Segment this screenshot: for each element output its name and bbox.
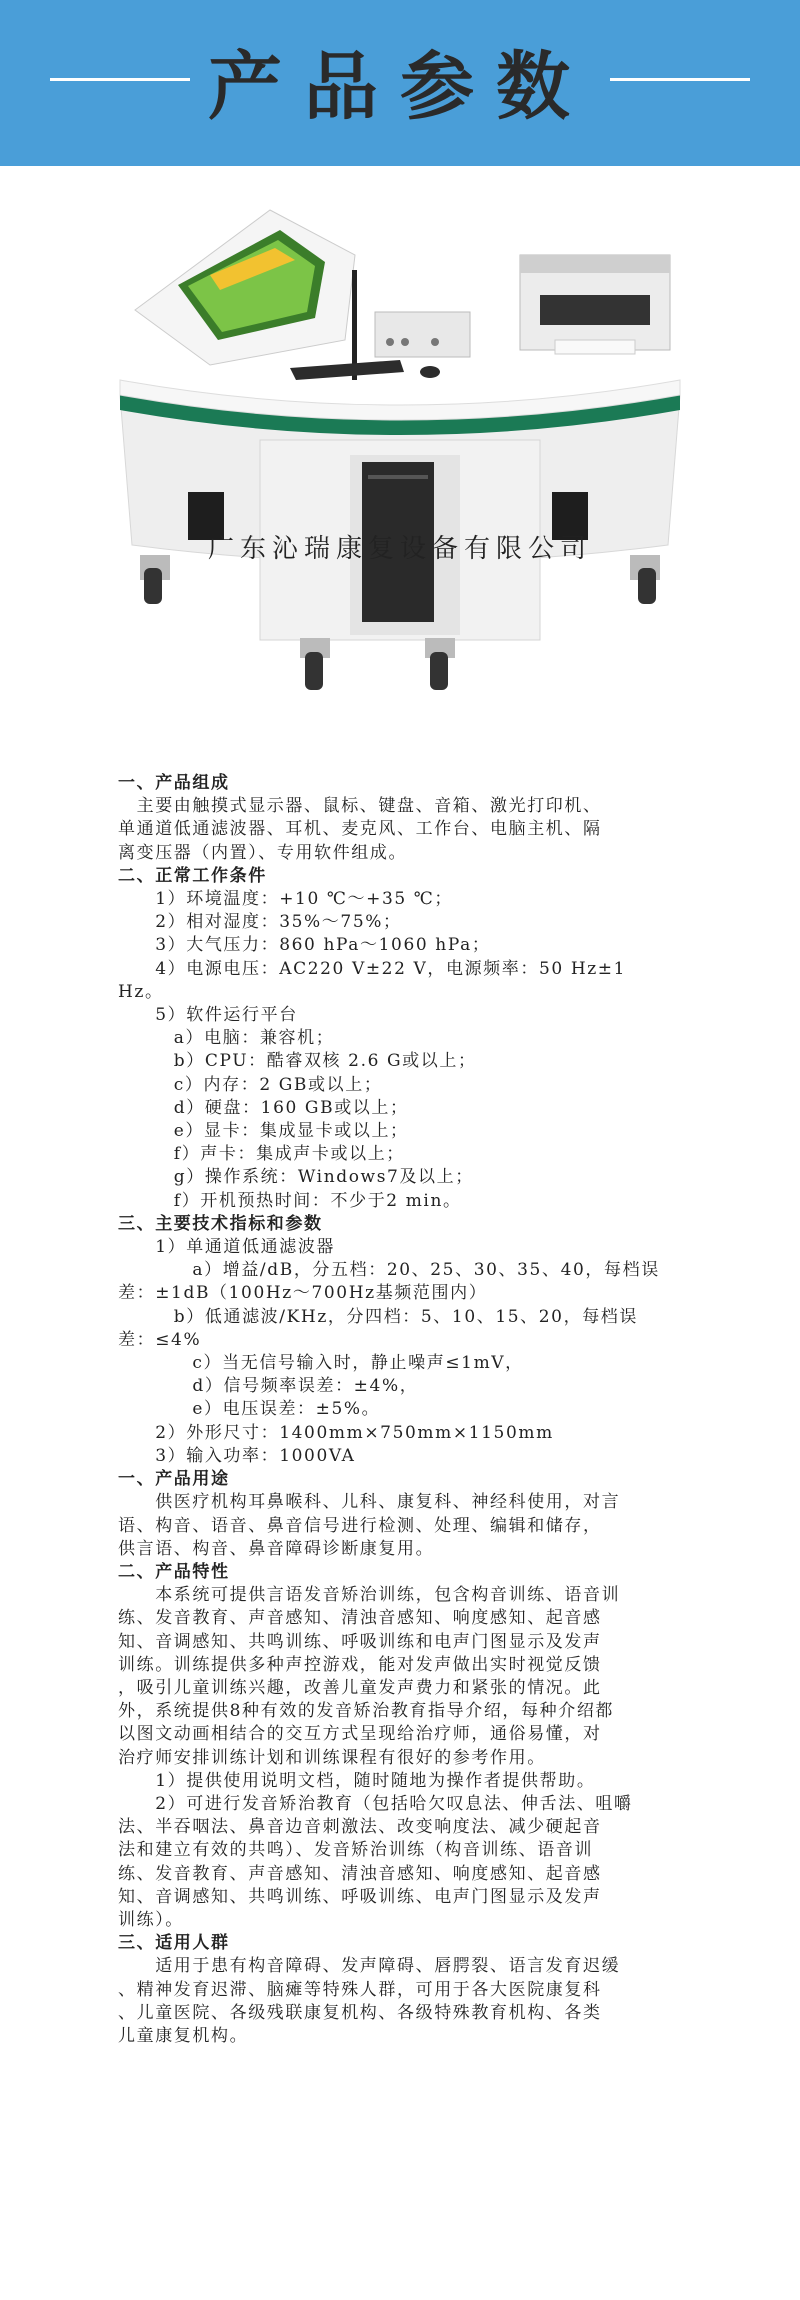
text-line: 1）提供使用说明文档，随时随地为操作者提供帮助。 [118, 1770, 596, 1791]
text-line: 训练）。 [118, 1909, 184, 1930]
text-line: 5）软件运行平台 [118, 1005, 298, 1026]
text-line: 2）可进行发音矫治教育（包括哈欠叹息法、伸舌法、咀嚼 [118, 1793, 633, 1814]
text-line: 法、半吞咽法、鼻音边音刺激法、改变响度法、减少硬起音 [118, 1817, 602, 1838]
text-line: 4）电源电压：AC220 V±22 V，电源频率：50 Hz±1 [118, 958, 627, 979]
page-title: 产品参数 [208, 44, 592, 130]
text-line: 3）大气压力：860 hPa～1060 hPa； [118, 935, 491, 956]
text-line: f）声卡：集成声卡或以上； [118, 1144, 405, 1165]
text-line: Hz。 [118, 981, 164, 1002]
text-line: 差：±1dB（100Hz～700Hz基频范围内） [118, 1283, 488, 1304]
text-line: b）低通滤波/KHz，分四档：5、10、15、20，每档误 [118, 1306, 639, 1327]
text-line: 、儿童医院、各级残联康复机构、各级特殊教育机构、各类 [118, 2002, 602, 2023]
text-line: 差：≤4% [118, 1329, 202, 1350]
text-line: 1）环境温度：+10 ℃～+35 ℃； [118, 889, 454, 910]
text-line: 知、音调感知、共鸣训练、呼吸训练和电声门图显示及发声 [118, 1631, 602, 1652]
text-line: 3）输入功率：1000VA [118, 1445, 356, 1466]
text-line: 适用于患有构音障碍、发声障碍、唇腭裂、语言发育迟缓 [118, 1956, 621, 1977]
text-line: 语、构音、语音、鼻音信号进行检测、处理、编辑和储存， [118, 1515, 602, 1536]
text-line: g）操作系统：Windows7及以上； [118, 1167, 474, 1188]
text-line: b）CPU：酷睿双核 2.6 G或以上； [118, 1051, 477, 1072]
text-line: 外，系统提供8种有效的发音矫治教育指导介绍，每种介绍都 [118, 1701, 615, 1722]
text-line: f）开机预热时间：不少于2 min。 [118, 1190, 462, 1211]
text-line: d）硬盘：160 GB或以上； [118, 1097, 409, 1118]
text-line: 法和建立有效的共鸣）、发音矫治训练（构音训练、语音训 [118, 1840, 594, 1861]
section-heading: 一、产品用途 [118, 1469, 230, 1490]
section-heading: 二、正常工作条件 [118, 865, 267, 886]
section-heading: 三、适用人群 [118, 1933, 230, 1954]
text-line: 、精神发育迟滞、脑瘫等特殊人群，可用于各大医院康复科 [118, 1979, 602, 2000]
text-line: 儿童康复机构。 [118, 2025, 249, 2046]
text-line: 本系统可提供言语发音矫治训练，包含构音训练、语音训 [118, 1585, 621, 1606]
text-line: 2）外形尺寸：1400mm×750mm×1150mm [118, 1422, 554, 1443]
text-line: 供言语、构音、鼻音障碍诊断康复用。 [118, 1538, 435, 1559]
product-image [100, 200, 700, 720]
text-line: 练、发音教育、声音感知、清浊音感知、响度感知、起音感 [118, 1608, 602, 1629]
text-line: d）信号频率误差：±4%， [118, 1376, 419, 1397]
text-line: ，吸引儿童训练兴趣，改善儿童发声费力和紧张的情况。此 [118, 1677, 602, 1698]
text-line: 单通道低通滤波器、耳机、麦克风、工作台、电脑主机、隔 [118, 819, 602, 840]
text-line: a）电脑：兼容机； [118, 1028, 335, 1049]
text-line: 主要由触摸式显示器、鼠标、键盘、音箱、激光打印机、 [118, 796, 602, 817]
section-heading: 三、主要技术指标和参数 [118, 1213, 323, 1234]
text-line: 1）单通道低通滤波器 [118, 1237, 336, 1258]
text-line: 练、发音教育、声音感知、清浊音感知、响度感知、起音感 [118, 1863, 602, 1884]
text-line: 治疗师安排训练计划和训练课程有很好的参考作用。 [118, 1747, 546, 1768]
text-line: 训练。训练提供多种声控游戏，能对发声做出实时视觉反馈 [118, 1654, 602, 1675]
text-line: 以图文动画相结合的交互方式呈现给治疗师，通俗易懂，对 [118, 1724, 602, 1745]
header-banner [0, 0, 800, 166]
text-line: c）内存：2 GB或以上； [118, 1074, 383, 1095]
text-line: 2）相对湿度：35%～75%； [118, 912, 402, 933]
text-line: e）电压误差：±5%。 [118, 1399, 381, 1420]
text-line: 知、音调感知、共鸣训练、呼吸训练、电声门图显示及发声 [118, 1886, 602, 1907]
text-line: c）当无信号输入时，静止噪声≤1mV， [118, 1353, 524, 1374]
text-line: 供医疗机构耳鼻喉科、儿科、康复科、神经科使用，对言 [118, 1492, 621, 1513]
spec-text [118, 772, 743, 2048]
text-line: a）增益/dB，分五档：20、25、30、35、40，每档误 [118, 1260, 660, 1281]
section-heading: 二、产品特性 [118, 1561, 230, 1582]
text-line: e）显卡：集成显卡或以上； [118, 1121, 409, 1142]
company-caption: 广东沁瑞康复设备有限公司 [207, 534, 592, 564]
section-heading: 一、产品组成 [118, 773, 230, 793]
text-line: 离变压器（内置）、专用软件组成。 [118, 842, 408, 863]
